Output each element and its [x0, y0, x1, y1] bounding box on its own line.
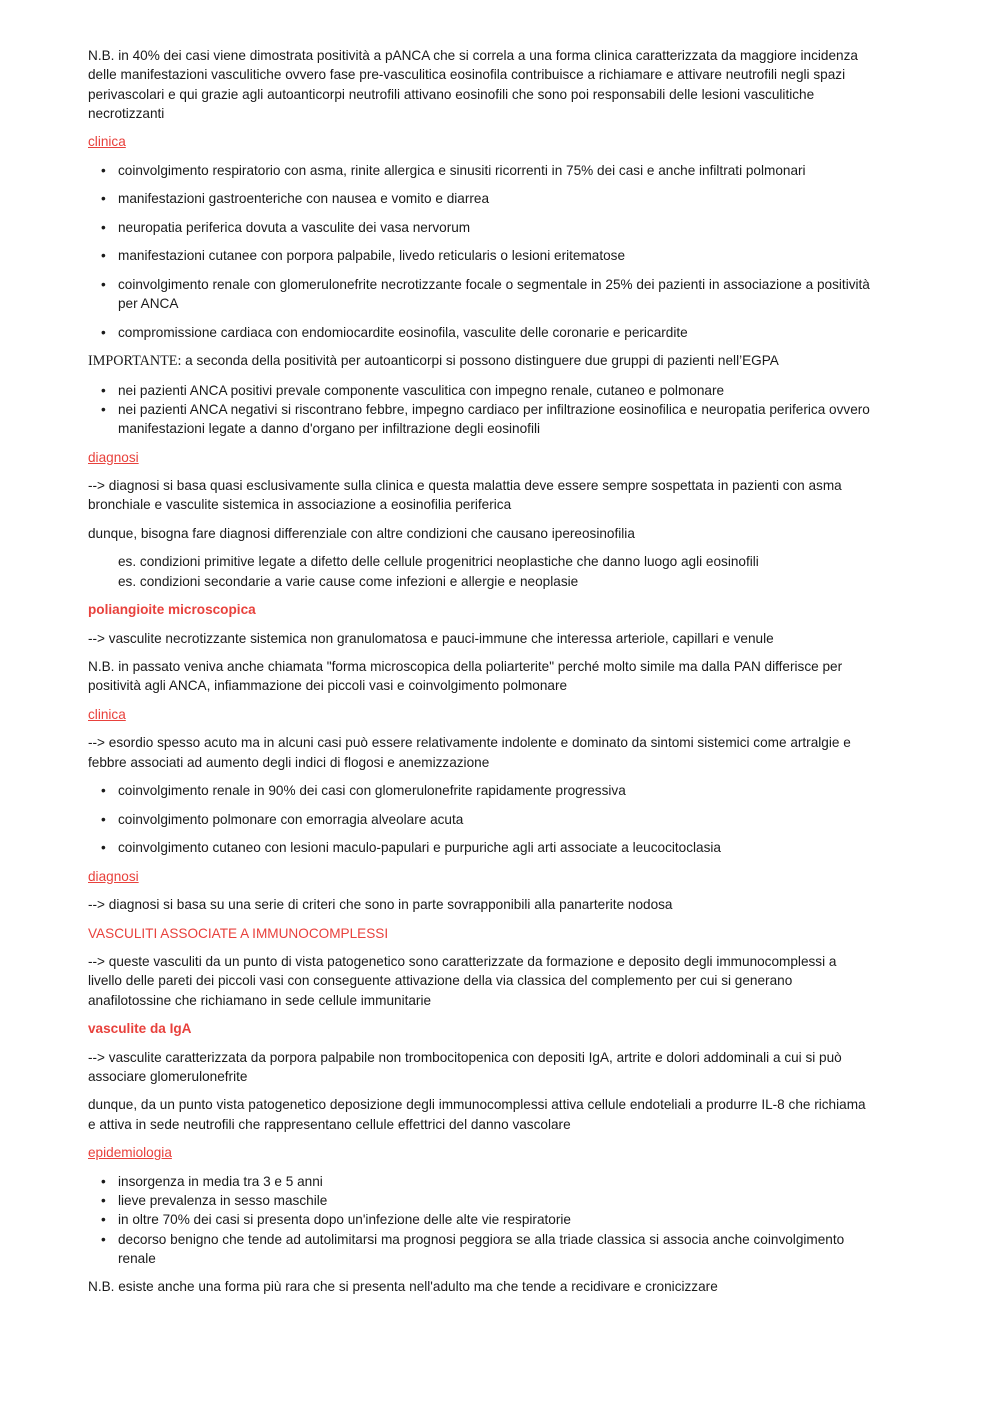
- es-item: es. condizioni secondarie a varie cause come infezioni e allergie e neoplasie: [118, 573, 579, 589]
- mpa-diagnosi-text: --> diagnosi si basa su una serie di criteri che sono in parte sovrapponibili alla panarterite nodosa: [88, 897, 673, 913]
- es-item: es. condizioni primitive legate a difetto delle cellule progenitrici neoplastiche che danno luogo agli eosinofili: [118, 554, 759, 570]
- list-item: • compromissione cardiaca con endomiocardite eosinofila, vasculite delle coronarie e pericardite: [88, 323, 874, 342]
- egpa-diagnosi-heading: diagnosi: [88, 449, 139, 465]
- list-item: • manifestazioni gastroenteriche con nausea e vomito e diarrea: [88, 189, 874, 208]
- list-item: • coinvolgimento polmonare con emorragia alveolare acuta: [88, 810, 874, 829]
- list-item: • nei pazienti ANCA negativi si riscontrano febbre, impegno cardiaco per infiltrazione eosinofilica e neuropatia periferica ovvero manifestazioni legate a danno d'organo per infiltrazione degli eosinofili: [88, 400, 874, 439]
- egpa-diagnosi-text: --> diagnosi si basa quasi esclusivamente sulla clinica e questa malattia deve essere sempre sospettata in pazienti con asma bronchiale e vasculite sistemica in associazione a eosinofilia periferica: [88, 478, 842, 513]
- mpa-clinica-text: --> esordio spesso acuto ma in alcuni casi può essere relativamente indolente e dominato da sintomi sistemici come artralgie e febbre associati ad aumento degli indici di flogosi e anemizzazione: [88, 735, 851, 770]
- document-page: [88, 46, 874, 1306]
- list-item: • neuropatia periferica dovuta a vasculite dei vasa nervorum: [88, 218, 874, 237]
- mpa-heading: poliangioite microscopica: [88, 602, 256, 618]
- mpa-diagnosi-heading: diagnosi: [88, 868, 139, 884]
- mpa-nb: N.B. in passato veniva anche chiamata "forma microscopica della poliarterite" perché molto simile ma dalla PAN differisce per positività agli ANCA, infiammazione dei piccoli vasi e coinvolgimento polmonare: [88, 659, 843, 694]
- mpa-clinica-heading: clinica: [88, 706, 126, 722]
- importante-text: a seconda della positività per autoanticorpi si possono distinguere due gruppi di pazienti nell’EGPA: [181, 353, 779, 369]
- mpa-clinica-list: [88, 781, 874, 857]
- list-item: • coinvolgimento renale con glomerulonefrite necrotizzante focale o segmentale in 25% dei pazienti in associazione a positività per ANCA: [88, 275, 874, 314]
- list-item: • coinvolgimento cutaneo con lesioni maculo-papulari e purpuriche agli arti associate a leucocitoclasia: [88, 838, 874, 857]
- iga-epi-heading: epidemiologia: [88, 1145, 172, 1161]
- iga-heading: vasculite da IgA: [88, 1021, 192, 1037]
- egpa-nb-panca: N.B. in 40% dei casi viene dimostrata positività a pANCA che si correla a una forma clinica caratterizzata da maggiore incidenza delle manifestazioni vasculitiche ovvero fase pre-vasculitica eosinofila contribuisce a richiamare e attivare neutrofili negli spazi perivascolari e qui grazie agli autoanticorpi neutrofili attivano eosinofili che sono poi responsabili delle lesioni vasculitiche necrotizzanti: [88, 48, 858, 121]
- list-item: • manifestazioni cutanee con porpora palpabile, livedo reticularis o lesioni eritematose: [88, 246, 874, 265]
- egpa-clinica-list: [88, 161, 874, 342]
- egpa-diff-text: dunque, bisogna fare diagnosi differenziale con altre condizioni che causano ipereosinofilia: [88, 525, 635, 541]
- list-item: • decorso benigno che tende ad autolimitarsi ma prognosi peggiora se alla triade classica si associa anche coinvolgimento renale: [88, 1230, 874, 1269]
- egpa-importante: [88, 351, 874, 371]
- egpa-clinica-heading: clinica: [88, 134, 126, 150]
- list-item: • insorgenza in media tra 3 e 5 anni: [88, 1172, 874, 1191]
- list-item: • in oltre 70% dei casi si presenta dopo un'infezione delle alte vie respiratorie: [88, 1210, 874, 1229]
- iga-nb: N.B. esiste anche una forma più rara che si presenta nell'adulto ma che tende a recidivare e cronicizzare: [88, 1279, 718, 1295]
- egpa-es-block: [88, 552, 874, 591]
- egpa-anca-list: [88, 381, 874, 439]
- immuno-heading: VASCULITI ASSOCIATE A IMMUNOCOMPLESSI: [88, 925, 389, 941]
- list-item: • coinvolgimento respiratorio con asma, rinite allergica e sinusiti ricorrenti in 75% dei casi e anche infiltrati polmonari: [88, 161, 874, 180]
- immuno-text: --> queste vasculiti da un punto di vista patogenetico sono caratterizzate da formazione e deposito degli immunocomplessi a livello delle pareti dei piccoli vasi con conseguente attivazione della via classica del complemento per cui si generano anafilotossine che richiamano in sede cellule immunitarie: [88, 954, 837, 1008]
- importante-label: IMPORTANTE:: [88, 353, 182, 370]
- iga-patogenesi: dunque, da un punto vista patogenetico deposizione degli immunocomplessi attiva cellule endoteliali a produrre IL-8 che richiama e attiva in sede neutrofili che rappresentano cellule effettrici del danno vascolare: [88, 1097, 866, 1132]
- list-item: • lieve prevalenza in sesso maschile: [88, 1191, 874, 1210]
- list-item: • coinvolgimento renale in 90% dei casi con glomerulonefrite rapidamente progressiva: [88, 781, 874, 800]
- mpa-definition: --> vasculite necrotizzante sistemica non granulomatosa e pauci-immune che interessa arteriole, capillari e venule: [88, 630, 774, 646]
- list-item: • nei pazienti ANCA positivi prevale componente vasculitica con impegno renale, cutaneo e polmonare: [88, 381, 874, 400]
- iga-definition: --> vasculite caratterizzata da porpora palpabile non trombocitopenica con depositi IgA, artrite e dolori addominali a cui si può associare glomerulonefrite: [88, 1049, 842, 1084]
- iga-epi-list: [88, 1172, 874, 1268]
